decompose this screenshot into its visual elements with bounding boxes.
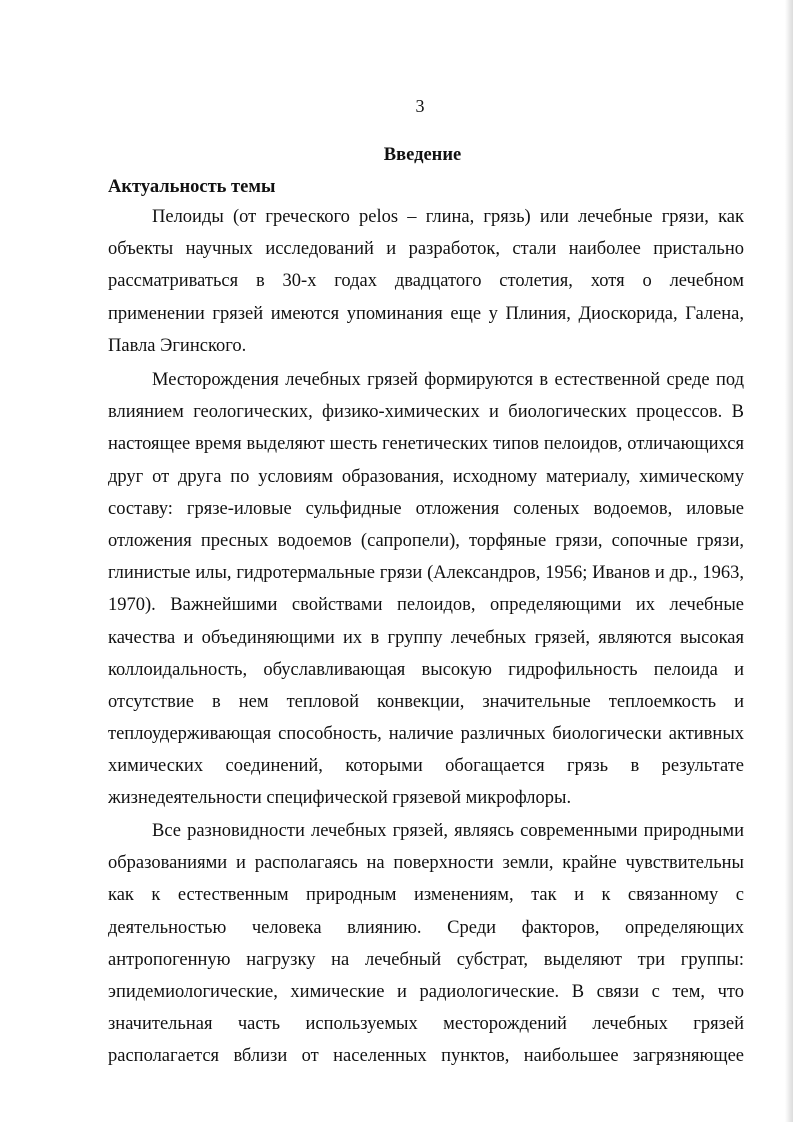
- page-number: 3: [415, 96, 425, 116]
- text-line: настоящее время выделяют шесть генетических типов пелоидов, отличающихся: [108, 434, 744, 455]
- text-line: рассматриваться в 30-х годах двадцатого столетия, хотя о лечебном: [108, 271, 744, 292]
- text-line: качества и объединяющими их в группу лечебных грязей, являются высокая: [108, 627, 744, 648]
- text-line: антропогенную нагрузку на лечебный субстрат, выделяют три группы:: [108, 949, 744, 970]
- text-line: глинистые илы, гидротермальные грязи (Александров, 1956; Иванов и др., 1963,: [108, 563, 744, 584]
- page-edge-shadow: [785, 0, 793, 1122]
- text-line: Месторождения лечебных грязей формируются в естественной среде под: [152, 370, 744, 390]
- text-line: располагается вблизи от населенных пунктов, наибольшее загрязняющее: [108, 1046, 744, 1067]
- text-line: объекты научных исследований и разработок, стали наиболее пристально: [108, 239, 744, 260]
- text-line: 1970). Важнейшими свойствами пелоидов, определяющими их лечебные: [108, 595, 744, 616]
- text-line: жизнедеятельности специфической грязевой микрофлоры.: [108, 788, 572, 809]
- subsection-title: Актуальность темы: [108, 177, 276, 197]
- text-line: деятельностью человека влиянию. Среди факторов, определяющих: [108, 917, 744, 938]
- paragraph-1: [108, 201, 744, 362]
- section-title: Введение: [383, 145, 462, 165]
- text-line: значительная часть используемых месторождений лечебных грязей: [108, 1014, 744, 1035]
- text-line: отсутствие в нем тепловой конвекции, значительные теплоемкость и: [108, 691, 744, 712]
- paragraph-3: [108, 815, 744, 1073]
- text-line: образованиями и располагаясь на поверхности земли, крайне чувствительны: [108, 853, 744, 874]
- text-line: Павла Эгинского.: [108, 335, 247, 356]
- text-line: теплоудерживающая способность, наличие различных биологически активных: [108, 724, 744, 745]
- text-line: как к естественным природным изменениям, так и к связанному с: [108, 885, 744, 906]
- text-line: коллоидальность, обуславливающая высокую гидрофильность пелоида и: [108, 659, 744, 680]
- text-line: влиянием геологических, физико-химических и биологических процессов. В: [108, 402, 744, 423]
- text-line: составу: грязе-иловые сульфидные отложения соленых водоемов, иловые: [108, 498, 744, 519]
- text-line: эпидемиологические, химические и радиологические. В связи с тем, что: [108, 981, 744, 1002]
- text-line: применении грязей имеются упоминания еще у Плиния, Диоскорида, Галена,: [108, 303, 744, 324]
- text-line: Пелоиды (от греческого pelos – глина, грязь) или лечебные грязи, как: [152, 207, 744, 227]
- text-line: отложения пресных водоемов (сапропели), торфяные грязи, сопочные грязи,: [108, 530, 744, 551]
- text-line: химических соединений, которыми обогащается грязь в результате: [108, 756, 744, 777]
- text-line: Все разновидности лечебных грязей, являясь современными природными: [152, 821, 744, 841]
- paragraph-2: [108, 364, 744, 815]
- text-line: друг от друга по условиям образования, исходному материалу, химическому: [108, 466, 744, 487]
